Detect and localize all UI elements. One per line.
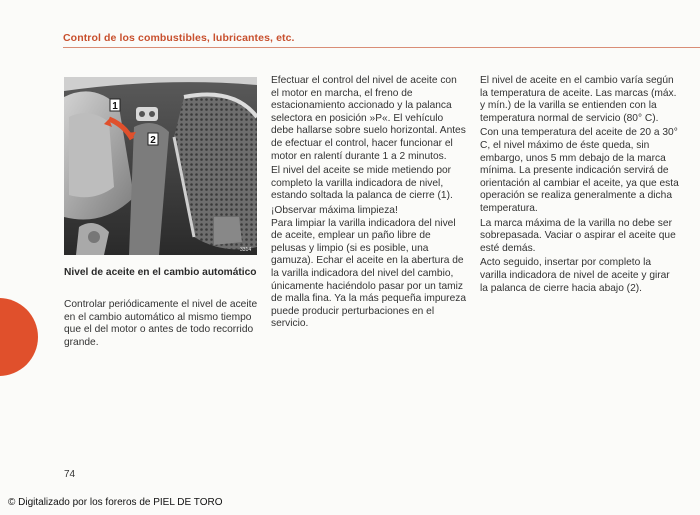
column-3-paragraph: La marca máxima de la varilla no debe ser sobrepasada. Vaciar o aspirar el aceite que esté demás. <box>480 217 676 254</box>
column-3-paragraph: Con una temperatura del aceite de 20 a 30° C, el nivel máximo de éste queda, sin embargo, unos 5 mm debajo de la marca mínima. La presente indicación servirá de orientación al cambiar el aceite, ya que esta operación se realiza generalmente a dicha temperatura. <box>480 127 679 214</box>
column-2-paragraph: ¡Observar máxima limpieza! <box>271 204 398 216</box>
column-2-paragraph: Para limpiar la varilla indicadora del nivel de aceite, emplear un paño libre de pelusas y limpio (si es posible, una gamuza). Echar el aceite en la abertura de la varilla indicadora del nivel del cambio, únicamente haciéndolo pasar por un tamiz de malla fina. Ya la más pequeña impureza puede producir perturbaciones en el servicio. <box>271 217 466 330</box>
page-number: 74 <box>64 469 76 480</box>
column-1-paragraph: Controlar periódicamente el nivel de aceite en el cambio automático al mismo tiempo que el del motor o antes de todo recorrido grande. <box>64 299 258 348</box>
header-rule <box>63 47 700 48</box>
figure-code: 3314 <box>240 247 252 253</box>
callout-1: 1 <box>112 101 118 112</box>
column-2 <box>271 75 467 333</box>
column-1 <box>64 299 262 351</box>
chapter-tab-marker <box>0 298 38 376</box>
callout-2: 2 <box>150 135 156 146</box>
engine-bay-photo <box>64 77 257 255</box>
column-3 <box>480 75 680 297</box>
footer-credit: © Digitalizado por los foreros de PIEL DE TORO <box>8 497 223 508</box>
running-header: Control de los combustibles, lubricantes, etc. <box>63 32 295 44</box>
section-title: Nivel de aceite en el cambio automático <box>64 267 257 278</box>
column-2-paragraph: El nivel del aceite se mide metiendo por completo la varilla indicadora de nivel, estando soltada la palanca de cierre (1). <box>271 165 453 202</box>
column-3-paragraph: El nivel de aceite en el cambio varía según la temperatura de aceite. Las marcas (máx. y mín.) de la varilla se entienden con la temperatura normal de servicio (80° C). <box>480 75 677 124</box>
column-3-paragraph: Acto seguido, insertar por completo la varilla indicadora de nivel de aceite y girar la palanca de cierre hacia abajo (2). <box>480 257 670 294</box>
column-2-paragraph: Efectuar el control del nivel de aceite con el motor en marcha, el freno de estacionamiento accionado y la palanca selectora en posición »P«. El vehículo debe hallarse sobre suelo horizontal. Antes de efectuar el control, hacer funcionar el motor en ralentí durante 1 a 2 minutos. <box>271 75 466 162</box>
engine-bay-illustration <box>64 77 257 255</box>
